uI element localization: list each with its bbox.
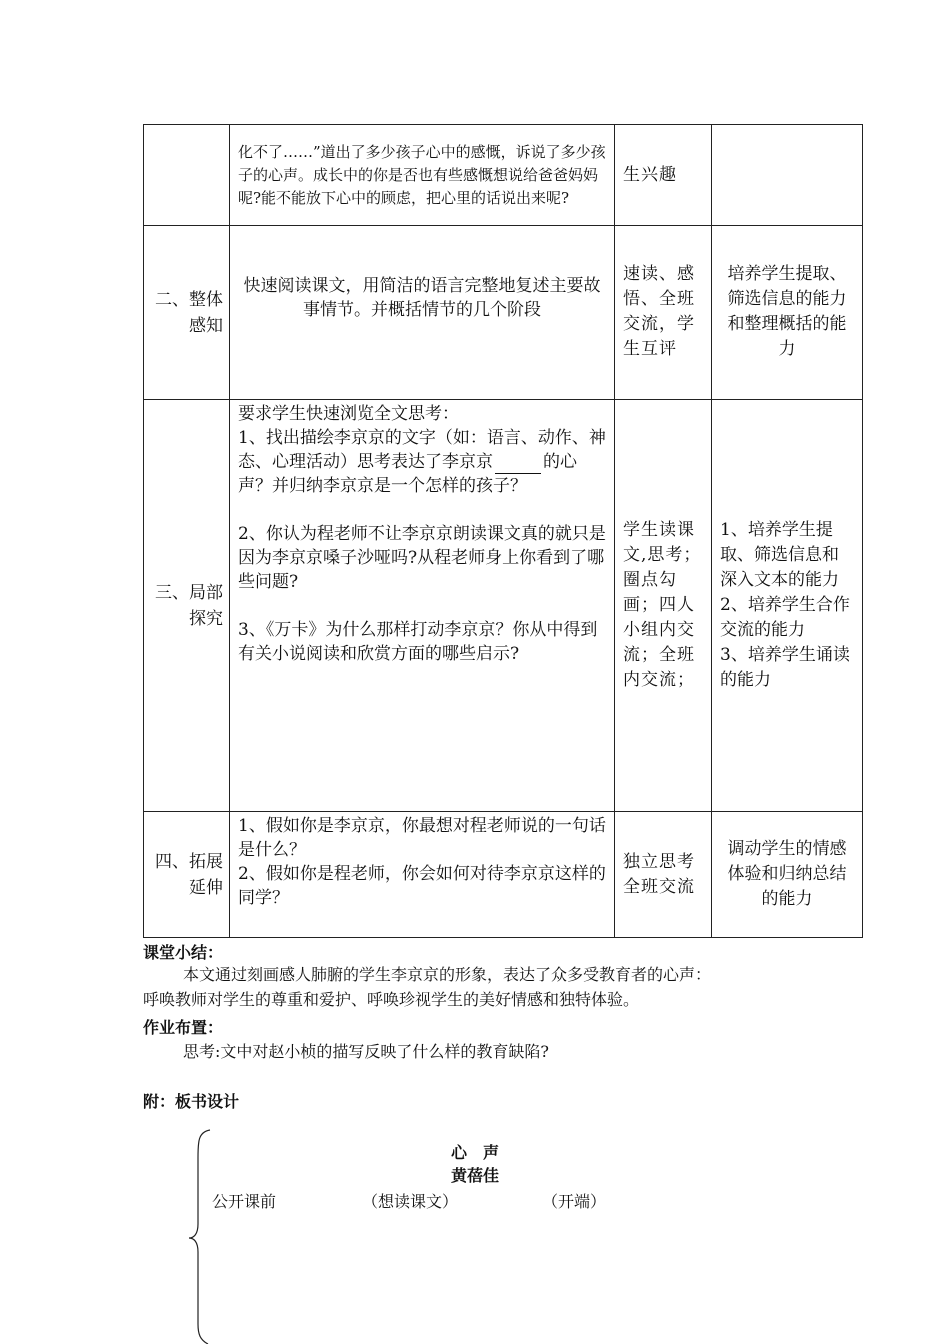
stage-label: 三、局部 (155, 582, 223, 603)
stage-label-2: 延伸 (189, 877, 223, 898)
row3-intro: 要求学生快速浏览全文思考： (238, 404, 459, 424)
board-item-3: （开端） (542, 1192, 607, 1211)
homework-heading: 作业布置： (143, 1018, 224, 1037)
row4-question-2: 2、假如你是程老师，你会如何对待李京京这样的同学？ (238, 864, 606, 908)
row3-goal-3: 3、培养学生诵读的能力 (720, 645, 850, 690)
row3-question-3: 3、《万卡》为什么那样打动李京京？你从中得到有关小说阅读和欣赏方面的哪些启示? (238, 620, 598, 664)
content-cell (230, 812, 615, 938)
stage-cell (144, 125, 230, 226)
goal-cell (712, 400, 863, 812)
table-row (144, 812, 863, 938)
row4-goal: 调动学生的情感体验和归纳总结的能力 (727, 839, 847, 909)
row1-method: 生兴趣 (623, 164, 677, 185)
row2-method: 速读、感悟、全班交流，学生互评 (623, 264, 695, 359)
row2-goal: 培养学生提取、筛选信息的能力和整理概括的能力 (727, 264, 847, 359)
stage-cell (144, 226, 230, 400)
content-cell (230, 400, 615, 812)
stage-label: 二、整体 (155, 289, 223, 310)
q1-text: 1、找出描绘李京京的文字（如：语言、动作、神态、心理活动）思考表达了李京京 (238, 428, 606, 472)
content-cell (230, 125, 615, 226)
stage-label-2: 探究 (189, 608, 223, 629)
table-row (144, 125, 863, 226)
stage-cell (144, 400, 230, 812)
content-cell (230, 226, 615, 400)
row2-content: 快速阅读课文，用简洁的语言完整地复述主要故事情节。并概括情节的几个阶段 (243, 276, 601, 320)
board-title: 心 声 (450, 1143, 499, 1162)
row4-question-1: 1、假如你是李京京，你最想对程老师说的一句话是什么？ (238, 816, 606, 860)
summary-heading: 课堂小结： (143, 943, 224, 962)
row3-question-2: 2、你认为程老师不让李京京朗读课文真的就只是因为李京京嗓子沙哑吗?从程老师身上你看到了哪些问题? (238, 524, 606, 592)
table-row (144, 400, 863, 812)
row3-goal-2: 2、培养学生合作交流的能力 (720, 595, 850, 640)
row3-goal-1: 1、培养学生提取、筛选信息和深入文本的能力 (720, 520, 839, 590)
board-author: 黄蓓佳 (450, 1166, 499, 1185)
board-item-2: （想读课文） (362, 1192, 459, 1211)
summary-line-2: 呼唤教师对学生的尊重和爱护、呼唤珍视学生的美好情感和独特体验。 (143, 990, 640, 1009)
stage-cell (144, 812, 230, 938)
homework-text: 思考:文中对赵小桢的描写反映了什么样的教育缺陷? (183, 1042, 549, 1061)
q1-text-end: 的心声？并归纳李京京是一个怎样的孩子？ (238, 452, 577, 496)
method-cell (615, 400, 712, 812)
method-cell (615, 226, 712, 400)
row4-method: 独立思考全班交流 (623, 851, 695, 897)
row3-method: 学生读课文,思考；圈点勾画；四人小组内交流；全班内交流； (623, 520, 702, 690)
stage-label: 四、拓展 (155, 851, 223, 872)
stage-label-2: 感知 (189, 315, 223, 336)
goal-cell (712, 226, 863, 400)
goal-cell (712, 812, 863, 938)
lesson-plan-table (143, 124, 863, 938)
method-cell (615, 125, 712, 226)
row1-content: 化不了……”道出了多少孩子心中的感慨，诉说了多少孩子的心声。成长中的你是否也有些感慨想说给爸爸妈妈呢?能不能放下心中的顾虑，把心里的话说出来呢? (238, 142, 606, 207)
table-row (144, 226, 863, 400)
goal-cell (712, 125, 863, 226)
fill-blank (495, 457, 541, 474)
board-heading: 附：板书设计 (143, 1092, 240, 1111)
board-item-1: 公开课前 (212, 1192, 277, 1211)
summary-line-1: 本文通过刻画感人肺腑的学生李京京的形象，表达了众多受教育者的心声： (183, 965, 712, 984)
row3-question-1 (238, 426, 606, 498)
method-cell (615, 812, 712, 938)
